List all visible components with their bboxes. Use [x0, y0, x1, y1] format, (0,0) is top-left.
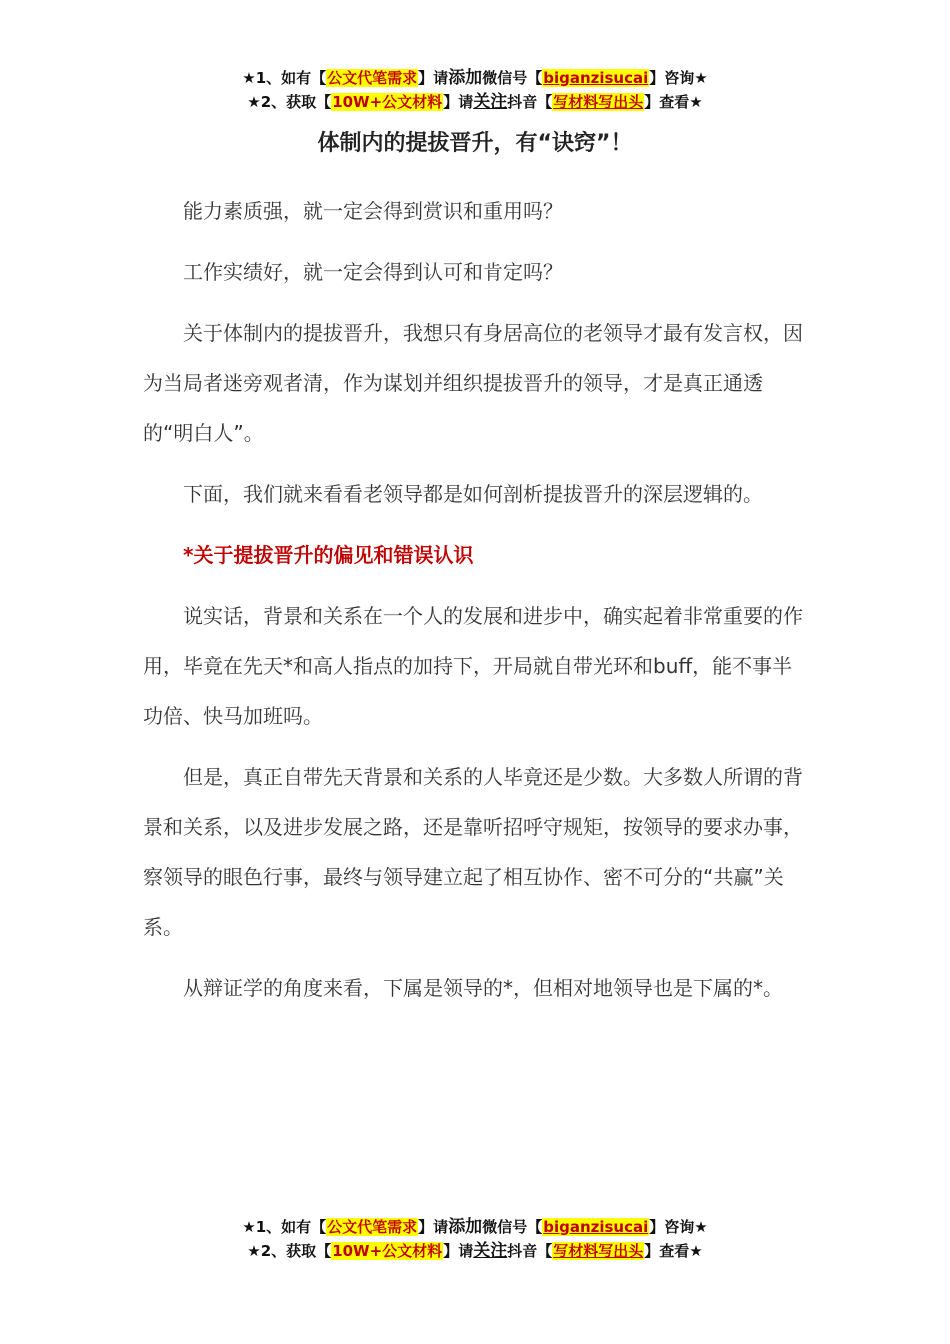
banner-text: 】请: [443, 93, 474, 111]
paragraph: 关于体制内的提拔晋升，我想只有身居高位的老领导才最有发言权，因为当局者迷旁观者清，作为谋划并组织提拔晋升的领导，才是真正通透的“明白人”。: [143, 321, 803, 445]
banner-text: 】咨询★: [649, 69, 708, 87]
banner-text: 】请: [418, 69, 449, 87]
banner-highlight: 公文代笔需求: [327, 69, 418, 87]
banner-text: 抖音【: [507, 1242, 553, 1260]
banner-line-1: [0, 66, 950, 90]
banner-emphasis: 关注: [473, 92, 508, 112]
douyin-id-highlight: 写材料写出头: [553, 93, 644, 111]
wechat-id-highlight: biganzisucai: [543, 69, 649, 87]
banner-emphasis: 添加: [448, 1217, 483, 1237]
banner-text: ★2、获取【: [247, 1242, 332, 1260]
banner-text: 】请: [418, 1218, 449, 1236]
banner-emphasis: 添加: [448, 68, 483, 88]
banner-line-2: [0, 90, 950, 114]
paragraph: 下面，我们就来看看老领导都是如何剖析提拔晋升的深层逻辑的。: [183, 482, 763, 506]
douyin-id-highlight: 写材料写出头: [553, 1242, 644, 1260]
banner-text: 抖音【: [507, 93, 553, 111]
paragraph: 说实话，背景和关系在一个人的发展和进步中，确实起着非常重要的作用，毕竟在先天*和高人指点的加持下，开局就自带光环和buff，能不事半功倍、快马加班吗。: [143, 604, 803, 728]
banner-emphasis: 关注: [473, 1241, 508, 1261]
banner-text: 】请: [443, 1242, 474, 1260]
header-banner: [0, 66, 950, 114]
banner-text: 】查看★: [644, 93, 703, 111]
document-body: [143, 186, 807, 1024]
banner-text: ★1、如有【: [242, 1218, 327, 1236]
banner-highlight: 10W+公文材料: [332, 1242, 443, 1260]
section-heading: *关于提拔晋升的偏见和错误认识: [183, 543, 474, 567]
banner-line-1: [0, 1215, 950, 1239]
banner-line-2: [0, 1239, 950, 1263]
paragraph: 能力素质强，就一定会得到赏识和重用吗？: [183, 199, 563, 223]
banner-text: 】咨询★: [649, 1218, 708, 1236]
banner-text: ★1、如有【: [242, 69, 327, 87]
banner-text: ★2、获取【: [247, 93, 332, 111]
banner-text: 】查看★: [644, 1242, 703, 1260]
banner-highlight: 公文代笔需求: [327, 1218, 418, 1236]
paragraph: 从辩证学的角度来看，下属是领导的*，但相对地领导也是下属的*。: [183, 976, 783, 1000]
banner-text: 微信号【: [482, 1218, 543, 1236]
document-title: 体制内的提拔晋升，有“诀窍”！: [317, 131, 633, 156]
paragraph: 工作实绩好，就一定会得到认可和肯定吗？: [183, 260, 563, 284]
banner-highlight: 10W+公文材料: [332, 93, 443, 111]
wechat-id-highlight: biganzisucai: [543, 1218, 649, 1236]
footer-banner: [0, 1215, 950, 1263]
paragraph: 但是，真正自带先天背景和关系的人毕竟还是少数。大多数人所谓的背景和关系，以及进步发展之路，还是靠听招呼守规矩，按领导的要求办事，察领导的眼色行事，最终与领导建立起了相互协作、密不可分的“共赢”关系。: [143, 765, 803, 939]
banner-text: 微信号【: [482, 69, 543, 87]
